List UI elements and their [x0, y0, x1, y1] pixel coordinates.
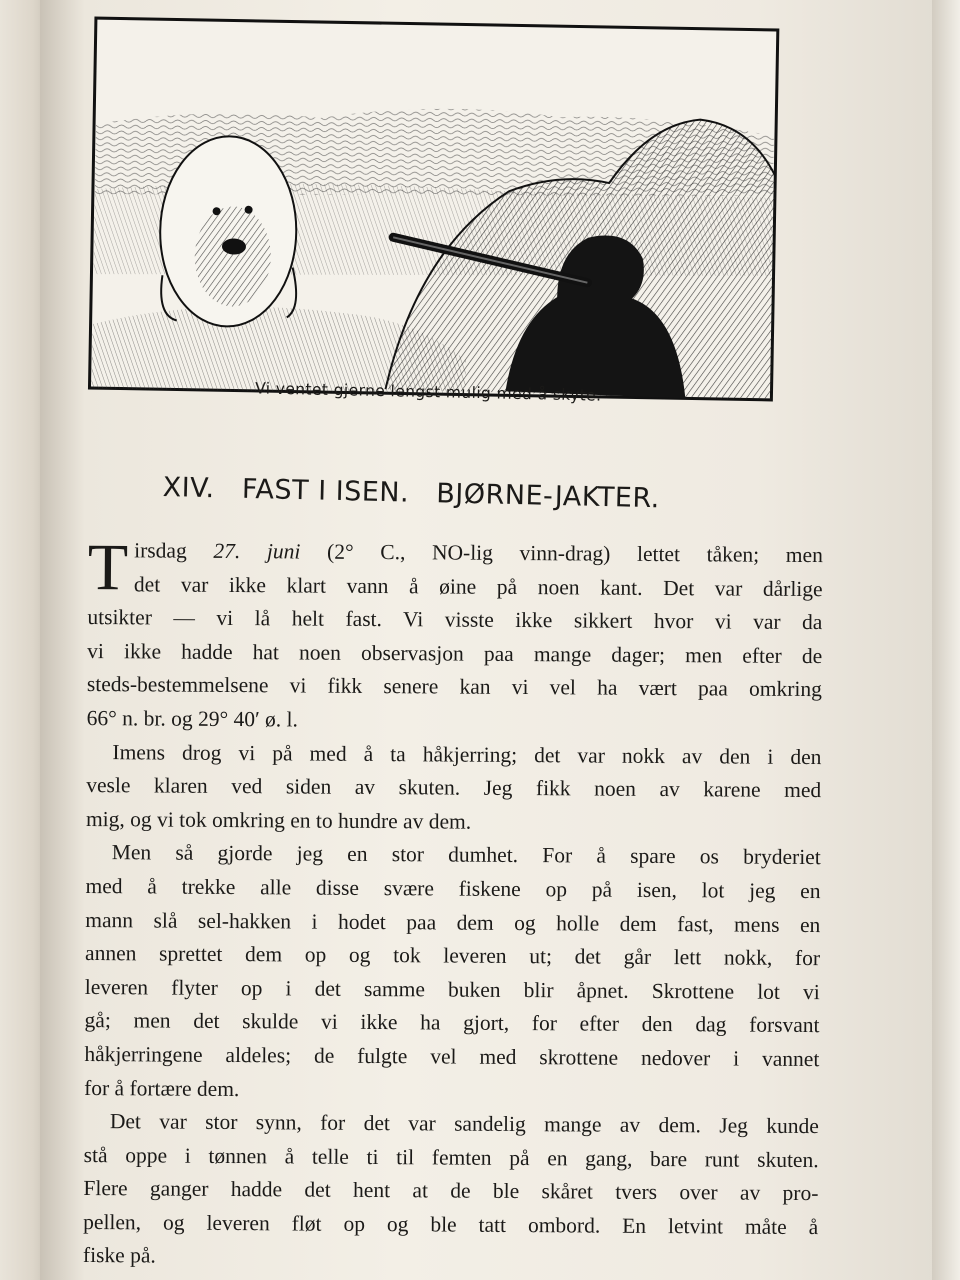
- paragraph: [86, 531, 823, 741]
- text-line: Imens drog vi på med å ta håkjerring; det var nokk av den i den: [112, 739, 822, 769]
- text-line: mann slå sel-hakken i hodet paa dem og holle dem fast, mens en: [85, 907, 821, 937]
- text-line: irsdag 27. juni (2° C., NO-lig vinn-drag) lettet tåken; men: [134, 538, 823, 568]
- text-line: annen sprettet dem op og tok leveren ut; det går lett nokk, for: [84, 941, 821, 971]
- illustration-caption: Vi ventet gjerne lengst mulig med å skyte.: [254, 379, 602, 405]
- text-line: gå; men det skulde vi ikke ha gjort, for efter den dag forsvant: [84, 1008, 820, 1038]
- body-text: [82, 531, 823, 1278]
- text-line: 66° n. br. og 29° 40′ ø. l.: [86, 705, 299, 732]
- text-line: Men så gjorde jeg en stor dumhet. For å spare os bryderiet: [111, 840, 821, 870]
- text-line: med å trekke alle disse svære fiskene op på isen, lot jeg en: [85, 873, 821, 904]
- drop-cap: T: [87, 531, 129, 605]
- illustration: [85, 14, 781, 404]
- text-line: vesle klaren ved siden av skuten. Jeg fikk noen av karene med: [86, 773, 822, 803]
- text-line: pellen, og leveren fløt op og ble tatt ombord. En letvint måte å: [83, 1209, 819, 1239]
- text-line: håkjerringene aldeles; de fulgte vel med skrottene nedover i vannet: [84, 1041, 820, 1072]
- text-line: det var ikke klart vann å øine på noen kant. Det var dårlige: [133, 571, 823, 601]
- text-line: leveren flyter op i det samme buken blir åpnet. Skrottene lot vi: [84, 974, 820, 1004]
- paragraph: [83, 1105, 819, 1278]
- text-line: utsikter — vi lå helt fast. Vi visste ikke sikkert hvor vi var da: [87, 605, 823, 635]
- chapter-title: FAST I ISEN.: [241, 473, 410, 509]
- text-line: steds-bestemmelsene vi fikk senere kan vi vel ha vært paa omkring: [86, 672, 823, 702]
- paragraph: [84, 836, 821, 1110]
- chapter-number: XIV.: [162, 472, 216, 505]
- paragraph: [86, 736, 822, 842]
- chapter-subtitle: BJØRNE-JAKTER.: [436, 478, 661, 515]
- text-line: stå oppe i tønnen å telle ti til femten på en gang, bare runt skuten.: [83, 1142, 819, 1172]
- italic-date: 27. juni: [213, 538, 301, 564]
- text-line: fiske på.: [82, 1243, 156, 1268]
- text-line: Flere ganger hadde det hent at de ble skåret tvers over av pro-: [83, 1176, 819, 1206]
- text-line: Det var stor synn, for det var sandelig mange av dem. Jeg kunde: [109, 1109, 819, 1139]
- text-line: vi ikke hadde hat noen observasjon paa mange dager; men efter de: [87, 638, 823, 668]
- text-line: for å fortære dem.: [84, 1075, 240, 1101]
- polar-bear-hunter-engraving-icon: [85, 14, 781, 404]
- right-page-edge: [932, 0, 960, 1280]
- text-line: mig, og vi tok omkring en to hundre av dem.: [85, 806, 472, 834]
